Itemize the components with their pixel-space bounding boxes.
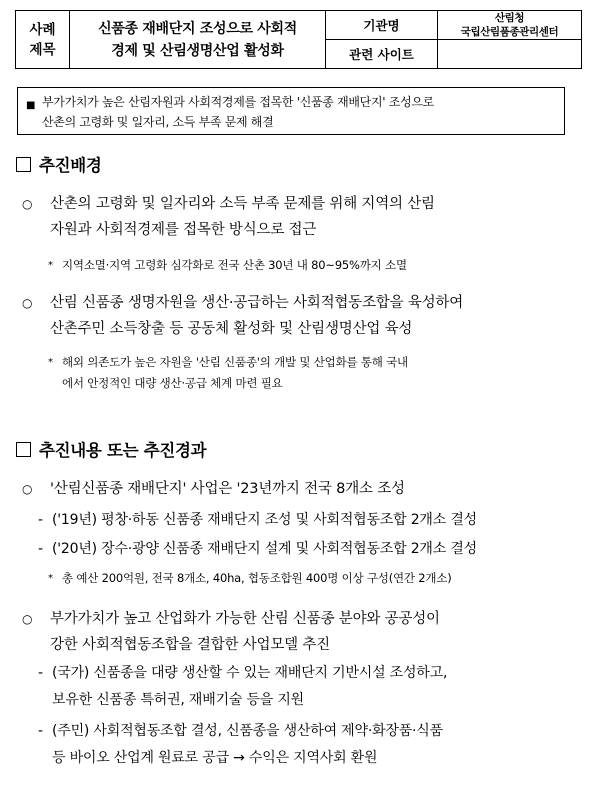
background-item-1-line1: 산촌의 고령화 및 일자리와 소득 부족 문제를 위해 지역의 산림 [50,196,435,212]
background-note-2-line1: 해외 의존도가 높은 자원을 '산림 신품종'의 개발 및 산업화를 통해 국내 [62,355,408,369]
progress-item-1-dash-2-text: ('20년) 장수·광양 신품종 재배단지 설계 및 사회적협동조합 2개소 결성 [52,541,477,557]
progress-item-2-line2: 강한 사회적협동조합을 결합한 사업모델 추진 [50,637,330,653]
progress-item-2-dash-1-line2: 보유한 신품종 특허권, 재배기술 등을 지원 [52,692,305,708]
progress-item-2-dash-1-line1: (국가) 신품종을 대량 생산할 수 있는 재배단지 기반시설 조성하고, [52,665,448,681]
agency-name [438,11,582,40]
case-title-label [16,11,70,69]
circle-bullet-icon: ○ [22,612,33,626]
background-item-1 [22,191,582,243]
case-title [70,11,326,69]
progress-item-1-dash-1 [38,508,477,533]
asterisk-icon: * [48,357,53,368]
circle-bullet-icon: ○ [22,296,33,310]
progress-item-1-dash-1-text: ('19년) 평창·하동 신품종 재배단지 조성 및 사회적협동조합 2개소 결성 [52,512,477,528]
progress-note-1-text: 총 예산 200억원, 전국 8개소, 40ha, 협동조합원 400명 이상 구성(연간 2개소) [62,571,452,585]
summary-box [17,87,565,135]
dash-marker: - [38,512,43,528]
progress-item-2-dash-1-cont [52,688,304,713]
circle-bullet-icon: ○ [22,197,33,211]
checkbox-square-icon [16,442,31,457]
section-heading-progress [16,437,206,461]
background-item-2-line1: 산림 신품종 생명자원을 생산·공급하는 사회적협동조합을 육성하여 [50,295,464,311]
progress-item-1-dash-2 [38,537,477,562]
asterisk-icon: * [48,260,53,271]
circle-bullet-icon: ○ [22,482,33,496]
background-note-2-continued [62,373,283,394]
background-note-1-text: 지역소멸·지역 고령화 심각화로 전국 산촌 30년 내 80~95%까지 소멸 [62,258,407,272]
progress-item-2-dash-2-cont [52,746,377,771]
case-title-label-line1: 사례 [29,21,56,38]
background-note-1 [48,255,407,276]
progress-note-1 [48,568,452,589]
agency-name-line2: 국립산림품종관리센터 [460,26,559,38]
case-title-label-line2: 제목 [29,41,56,58]
site-label: 관련 사이트 [326,40,438,69]
agency-name-line1: 산림청 [494,12,525,24]
progress-item-2 [22,606,582,658]
checkbox-square-icon [16,157,31,172]
asterisk-icon: * [48,573,53,584]
case-title-line1: 신품종 재배단지 조성으로 사회적 [98,20,297,37]
summary-line1: 부가가치가 높은 산림자원과 사회적경제를 접목한 '신품종 재배단지' 조성으로 [42,95,434,109]
progress-item-2-dash-2-line1: (주민) 사회적협동조합 결성, 신품종을 생산하여 제약·화장품·식품 [52,723,443,739]
section2-title: 추진내용 또는 추진경과 [39,441,207,460]
progress-item-2-dash-2 [38,719,443,744]
background-note-2-line2: 에서 안정적인 대량 생산·공급 체계 마련 필요 [62,376,283,390]
progress-item-1-line1: '산림신품종 재배단지' 사업은 '23년까지 전국 8개소 조성 [50,481,405,497]
case-header-table [15,10,582,69]
background-item-2 [22,290,582,342]
dash-marker: - [38,723,43,739]
case-title-line2: 경제 및 산림생명산업 활성화 [111,42,284,59]
background-item-2-line2: 산촌주민 소득창출 등 공동체 활성화 및 산림생명산업 육성 [50,321,413,337]
dash-marker: - [38,541,43,557]
dash-marker: - [38,665,43,681]
progress-item-2-dash-1 [38,661,447,686]
summary-line2: 산촌의 고령화 및 일자리, 소득 부족 문제 해결 [42,115,274,129]
progress-item-1 [22,476,582,502]
site-value[interactable] [438,40,582,69]
progress-item-2-dash-2-line2: 등 바이오 산업계 원료로 공급 → 수익은 지역사회 환원 [52,750,378,766]
section1-title: 추진배경 [39,156,102,175]
progress-item-2-line1: 부가가치가 높고 산업화가 가능한 산림 신품종 분야와 공공성이 [50,611,440,627]
background-item-1-line2: 자원과 사회적경제를 접목한 방식으로 접근 [50,222,317,238]
agency-label: 기관명 [326,11,438,40]
square-bullet-icon: ■ [26,100,36,111]
background-note-2 [48,352,408,373]
section-heading-background [16,152,102,176]
